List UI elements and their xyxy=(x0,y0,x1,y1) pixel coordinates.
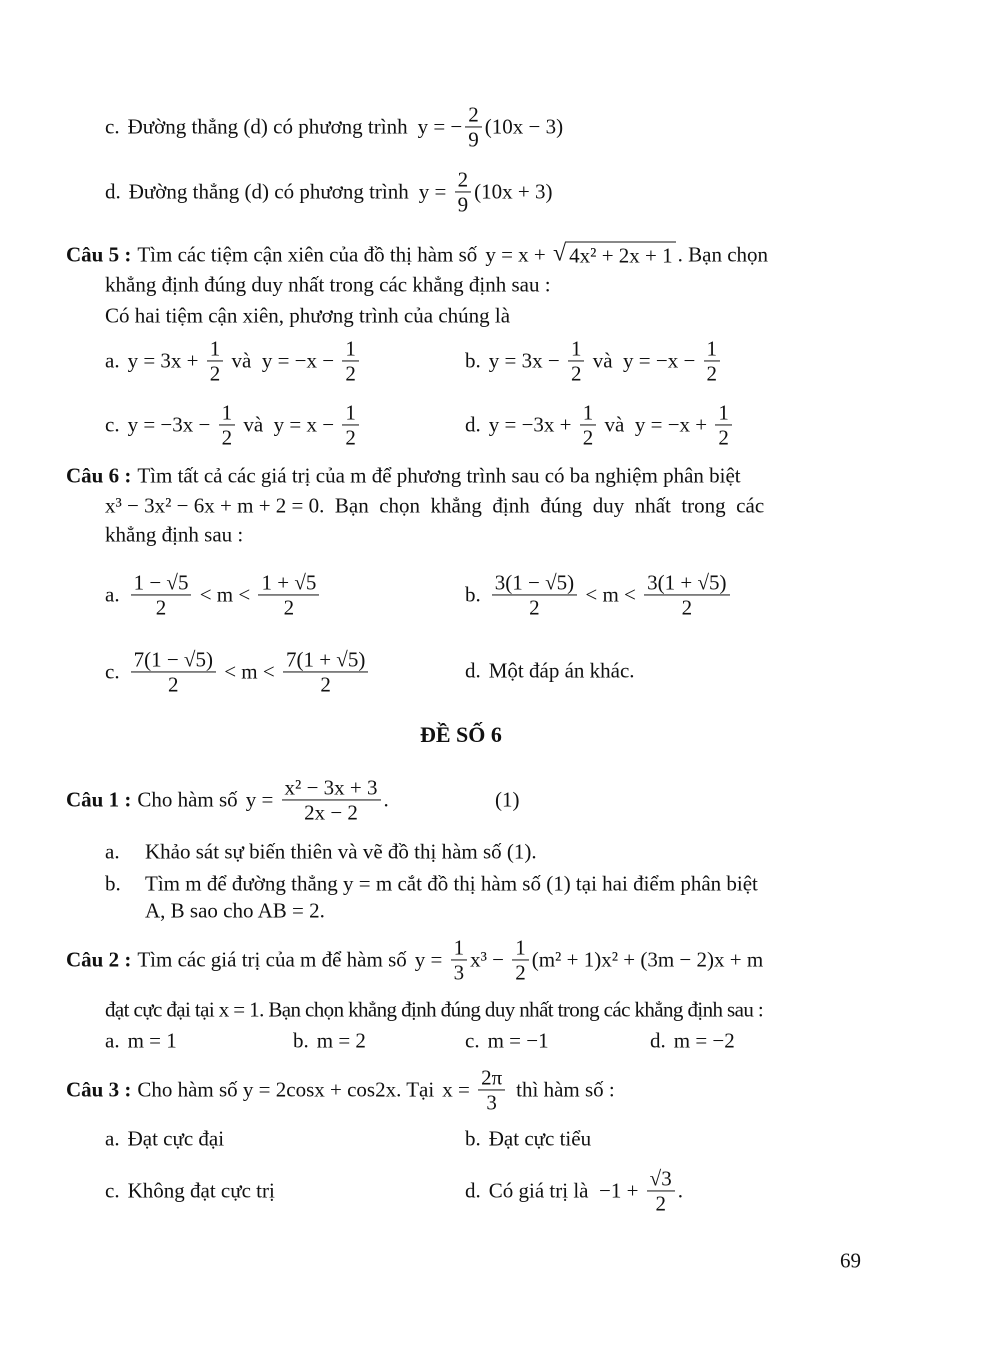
numerator: 1 + √5 xyxy=(258,571,319,595)
formula-text: y = −3x + xyxy=(488,412,577,437)
numerator: 2π xyxy=(478,1066,505,1090)
question-label: Câu 2 : xyxy=(66,947,132,972)
fraction xyxy=(451,936,468,983)
formula-text: và y = −x − xyxy=(226,348,340,373)
numerator: 1 xyxy=(342,401,359,425)
denominator: 9 xyxy=(468,127,479,152)
denominator: 2 xyxy=(529,595,540,620)
question-label: Câu 6 : xyxy=(66,463,132,488)
question-text: Tìm các tiệm cận xiên của đồ thị hàm số xyxy=(137,242,478,267)
numerator: 1 − √5 xyxy=(131,571,192,595)
numerator: 3(1 + √5) xyxy=(644,571,729,595)
option-text: Đường thẳng (d) có phương trình xyxy=(128,179,409,204)
option-c xyxy=(465,1029,549,1054)
formula-text: x³ − xyxy=(470,947,510,972)
denominator: 2 xyxy=(582,425,594,450)
fraction xyxy=(568,337,585,384)
fraction xyxy=(478,1066,505,1113)
denominator: 2 xyxy=(168,672,179,697)
denominator: 2 xyxy=(345,425,356,450)
numerator: 1 xyxy=(704,337,721,361)
formula-text: y = 3x + xyxy=(127,348,204,373)
fraction xyxy=(131,648,216,695)
formula-text: và y = −x − xyxy=(587,348,701,373)
option-label: d. xyxy=(465,658,481,683)
denominator: 3 xyxy=(453,960,465,985)
denominator: 2 xyxy=(209,361,221,386)
formula-text: < m < xyxy=(194,582,256,607)
sub-item-b xyxy=(105,872,758,897)
question-2 xyxy=(66,936,763,983)
formula-text: y = xyxy=(418,179,452,204)
option-label: a. xyxy=(105,1028,120,1053)
option-label: c. xyxy=(465,1028,480,1053)
item-text: Tìm m để đường thẳng y = m cắt đồ thị hàm số (1) tại hai điểm phân biệt xyxy=(145,871,758,896)
numerator: 1 xyxy=(512,936,529,960)
formula-text: y = xyxy=(245,787,279,812)
formula-text: . xyxy=(383,787,389,812)
formula-text: y = −3x − xyxy=(127,412,216,437)
question-text-cont: . Bạn chọn xyxy=(677,242,769,267)
option-text: m = 1 xyxy=(127,1028,177,1053)
formula xyxy=(489,659,635,684)
option-c xyxy=(105,648,371,695)
option-text: Đường thẳng (d) có phương trình xyxy=(127,114,408,139)
numerator: 7(1 − √5) xyxy=(131,648,216,672)
option-c xyxy=(105,1179,275,1204)
formula xyxy=(419,168,553,215)
fraction xyxy=(131,571,192,618)
radicand: 4x² + 2x + 1 xyxy=(566,242,675,269)
formula xyxy=(418,103,564,150)
numerator: 7(1 + √5) xyxy=(283,648,368,672)
formula xyxy=(128,1179,275,1204)
option-b xyxy=(465,337,723,384)
question-text-line: khẳng định sau : xyxy=(105,522,244,547)
denominator: 2 xyxy=(345,361,356,386)
formula xyxy=(128,648,372,695)
numerator: 2 xyxy=(465,103,482,127)
formula-text: Không đạt cực trị xyxy=(127,1178,275,1203)
item-label: a. xyxy=(105,839,120,864)
formula xyxy=(128,401,362,448)
question-label: Câu 3 : xyxy=(66,1077,132,1102)
formula-text: và y = −x + xyxy=(599,412,713,437)
formula-text: Đạt cực đại xyxy=(127,1126,225,1151)
denominator: 2 xyxy=(283,595,295,620)
fraction xyxy=(647,1167,675,1214)
formula xyxy=(246,776,389,823)
fraction xyxy=(219,401,236,448)
option-label: a. xyxy=(105,348,120,373)
option-label: c. xyxy=(105,412,120,437)
fraction xyxy=(282,776,381,823)
option-c xyxy=(105,401,362,448)
option-label: b. xyxy=(465,1126,481,1151)
numerator: 1 xyxy=(451,936,468,960)
question-text-line: đạt cực đại tại x = 1. Bạn chọn khẳng định đúng duy nhất trong các khẳng định sau : xyxy=(105,997,764,1022)
question-text-cont: thì hàm số : xyxy=(516,1077,615,1102)
numerator: √3 xyxy=(647,1167,675,1191)
formula-text: Đạt cực tiểu xyxy=(488,1126,592,1151)
formula-text: (10x − 3) xyxy=(484,114,564,139)
option-a xyxy=(105,337,362,384)
option-label: c. xyxy=(105,1178,120,1203)
sub-item-a xyxy=(105,840,537,865)
numerator: 1 xyxy=(715,401,732,425)
denominator: 2 xyxy=(718,425,729,450)
option-a xyxy=(105,1127,224,1152)
question-text-line: khẳng định đúng duy nhất trong các khẳng định sau : xyxy=(105,272,551,297)
formula-text: y = 3x − xyxy=(488,348,565,373)
option-label: d. xyxy=(650,1028,666,1053)
question-text: Cho hàm số y = 2cosx + cos2x. Tại xyxy=(137,1077,435,1102)
fraction xyxy=(704,337,721,384)
denominator: 2x − 2 xyxy=(304,800,358,825)
formula-text: (10x + 3) xyxy=(474,179,553,204)
denominator: 2 xyxy=(155,595,167,620)
fraction xyxy=(455,168,472,215)
fraction xyxy=(492,571,577,618)
radical-sign-icon: √ xyxy=(553,240,567,267)
denominator: 2 xyxy=(655,1191,666,1216)
fraction xyxy=(465,103,482,150)
denominator: 2 xyxy=(681,595,693,620)
question-label: Câu 5 : xyxy=(66,242,132,267)
section-title: ĐỀ SỐ 6 xyxy=(420,722,502,747)
numerator: 3(1 − √5) xyxy=(492,571,577,595)
square-root xyxy=(553,242,676,269)
denominator: 3 xyxy=(486,1090,497,1115)
fraction xyxy=(342,401,359,448)
formula xyxy=(128,571,323,618)
option-label: d. xyxy=(465,412,481,437)
formula-text: Một đáp án khác. xyxy=(488,658,635,683)
item-text: Khảo sát sự biến thiên và vẽ đồ thị hàm số (1). xyxy=(145,839,537,864)
formula xyxy=(128,1127,225,1152)
denominator: 9 xyxy=(457,192,469,217)
option-label: c. xyxy=(105,114,120,139)
option-d xyxy=(650,1029,735,1054)
question-label: Câu 1 : xyxy=(66,787,132,812)
option-label: c. xyxy=(105,659,120,684)
formula-text: Có giá trị là −1 + xyxy=(488,1178,644,1203)
fraction xyxy=(580,401,597,448)
formula xyxy=(415,936,763,983)
formula xyxy=(489,571,733,618)
option-label: a. xyxy=(105,1126,120,1151)
question-text: Cho hàm số xyxy=(137,787,238,812)
question-5 xyxy=(66,242,768,269)
option-b xyxy=(465,571,733,618)
equation-line: x³ − 3x² − 6x + m + 2 = 0. Bạn chọn khẳng định đúng duy nhất trong các xyxy=(105,493,765,518)
question-text: Tìm các giá trị của m để hàm số xyxy=(137,947,407,972)
option-label: d. xyxy=(105,179,121,204)
denominator: 2 xyxy=(320,672,331,697)
formula-text: < m < xyxy=(218,659,280,684)
option-label: a. xyxy=(105,582,120,607)
numerator: 1 xyxy=(580,401,597,425)
formula xyxy=(489,337,723,384)
formula-text: x = xyxy=(442,1077,476,1102)
prev-option-d xyxy=(105,168,552,215)
denominator: 2 xyxy=(515,960,526,985)
numerator: 1 xyxy=(568,337,585,361)
fraction xyxy=(283,648,368,695)
denominator: 2 xyxy=(706,361,718,386)
option-text: m = 2 xyxy=(316,1028,366,1053)
item-text-cont: A, B sao cho AB = 2. xyxy=(145,898,325,923)
formula-text: và y = x − xyxy=(238,412,340,437)
option-b xyxy=(465,1127,591,1152)
formula xyxy=(485,242,677,269)
formula xyxy=(442,1066,508,1113)
numerator: 1 xyxy=(342,337,359,361)
fraction xyxy=(342,337,359,384)
formula xyxy=(489,1167,683,1214)
question-text: Tìm tất cả các giá trị của m để phương trình sau có ba nghiệm phân biệt xyxy=(137,463,741,488)
fraction xyxy=(644,571,729,618)
option-label: b. xyxy=(465,348,481,373)
option-d xyxy=(465,659,635,684)
formula-text: . xyxy=(677,1178,683,1203)
formula xyxy=(128,337,362,384)
fraction xyxy=(715,401,732,448)
option-a xyxy=(105,1029,177,1054)
fraction xyxy=(207,337,224,384)
formula xyxy=(489,1127,591,1152)
option-text: m = −2 xyxy=(673,1028,735,1053)
numerator: 2 xyxy=(455,168,472,192)
equation-tag: (1) xyxy=(495,787,520,812)
option-label: b. xyxy=(293,1028,309,1053)
formula-text: y = − xyxy=(417,114,463,139)
question-3 xyxy=(66,1066,615,1113)
item-label: b. xyxy=(105,871,121,896)
formula-text: (m² + 1)x² + (3m − 2)x + m xyxy=(531,947,764,972)
option-label: b. xyxy=(465,582,481,607)
formula-text: y = x + xyxy=(485,242,551,267)
denominator: 2 xyxy=(570,361,582,386)
question-6 xyxy=(66,464,741,489)
option-d xyxy=(465,1167,683,1214)
numerator: x² − 3x + 3 xyxy=(282,776,381,800)
option-b xyxy=(293,1029,366,1054)
question-1 xyxy=(66,776,389,823)
fraction xyxy=(258,571,319,618)
formula xyxy=(489,401,735,448)
option-a xyxy=(105,571,322,618)
option-d xyxy=(465,401,735,448)
option-text: m = −1 xyxy=(487,1028,549,1053)
denominator: 2 xyxy=(221,425,233,450)
prev-option-c xyxy=(105,103,563,150)
option-label: d. xyxy=(465,1178,481,1203)
numerator: 1 xyxy=(207,337,224,361)
formula-text: < m < xyxy=(580,582,642,607)
numerator: 1 xyxy=(219,401,236,425)
question-text-line: Có hai tiệm cận xiên, phương trình của chúng là xyxy=(105,303,511,328)
page-number: 69 xyxy=(840,1248,861,1273)
fraction xyxy=(512,936,529,983)
formula-text: y = xyxy=(414,947,448,972)
